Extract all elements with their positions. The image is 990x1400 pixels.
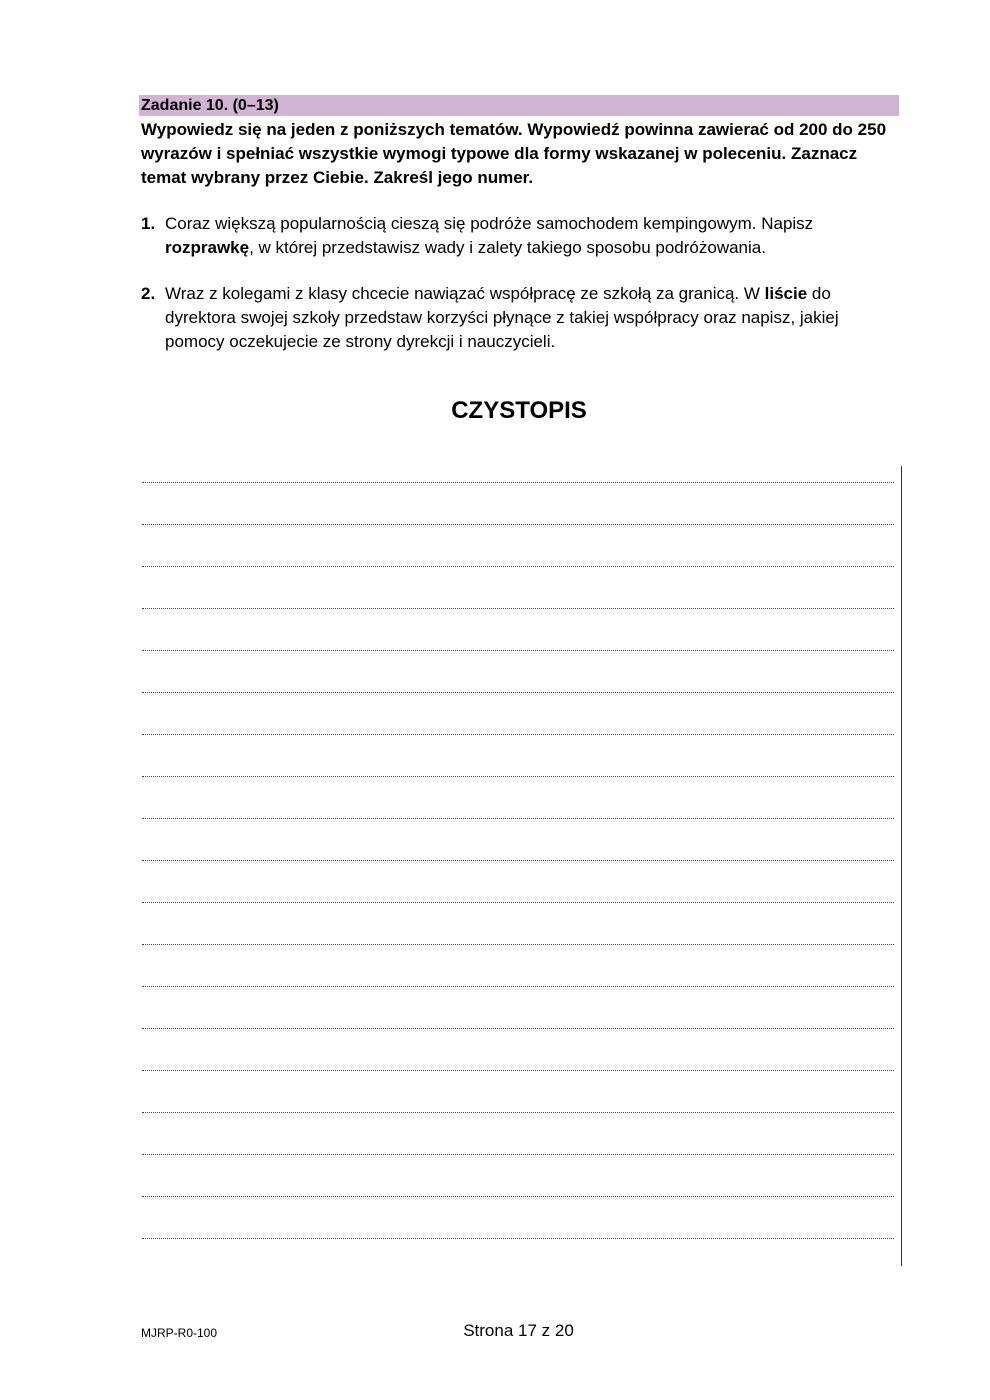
topic-number[interactable]: 2. — [141, 284, 156, 303]
writing-line[interactable] — [142, 986, 894, 987]
writing-line[interactable] — [142, 608, 894, 609]
writing-line[interactable] — [142, 566, 894, 567]
writing-line[interactable] — [142, 482, 894, 483]
writing-line[interactable] — [142, 692, 894, 693]
topic-option-2[interactable] — [141, 282, 901, 354]
writing-line[interactable] — [142, 1154, 894, 1155]
topic-text: Coraz większą popularnością cieszą się podróże samochodem kempingowym. Napisz rozprawkę, w której przedstawisz wady i zalety takiego sposobu podróżowania. — [165, 214, 814, 257]
writing-line[interactable] — [142, 1196, 894, 1197]
topic-text: Wraz z kolegami z klasy chcecie nawiązać współpracę ze szkołą za granicą. W liście do dyrektora swojej szkoły przedstaw korzyści płynące z takiej współpracy oraz napisz, jakiej pomocy oczekujecie ze strony dyrekcji i nauczycieli. — [165, 284, 839, 351]
page-number: Strona 17 z 20 — [463, 1321, 574, 1340]
topic-number[interactable]: 1. — [141, 214, 156, 233]
writing-line[interactable] — [142, 1238, 894, 1239]
exam-code: MJRP-R0-100 — [141, 1326, 218, 1340]
task-header: Zadanie 10. (0–13) — [139, 95, 899, 116]
writing-area[interactable] — [142, 466, 902, 1266]
task-instructions: Wypowiedz się na jeden z poniższych tematów. Wypowiedź powinna zawierać od 200 do 250 wyrazów i spełniać wszystkie wymogi typowe dla formy wskazanej w poleceniu. Zaznacz temat wybrany przez Ciebie. Zakreśl jego numer. — [141, 120, 887, 187]
writing-line[interactable] — [142, 650, 894, 651]
writing-line[interactable] — [142, 944, 894, 945]
writing-line[interactable] — [142, 776, 894, 777]
writing-line[interactable] — [142, 902, 894, 903]
writing-line[interactable] — [142, 818, 894, 819]
writing-line[interactable] — [142, 524, 894, 525]
topic-option-1[interactable] — [141, 212, 901, 260]
writing-line[interactable] — [142, 734, 894, 735]
writing-line[interactable] — [142, 860, 894, 861]
writing-line[interactable] — [142, 1070, 894, 1071]
section-title: CZYSTOPIS — [451, 397, 587, 424]
margin-line — [901, 466, 902, 1266]
writing-line[interactable] — [142, 1028, 894, 1029]
writing-line[interactable] — [142, 1112, 894, 1113]
